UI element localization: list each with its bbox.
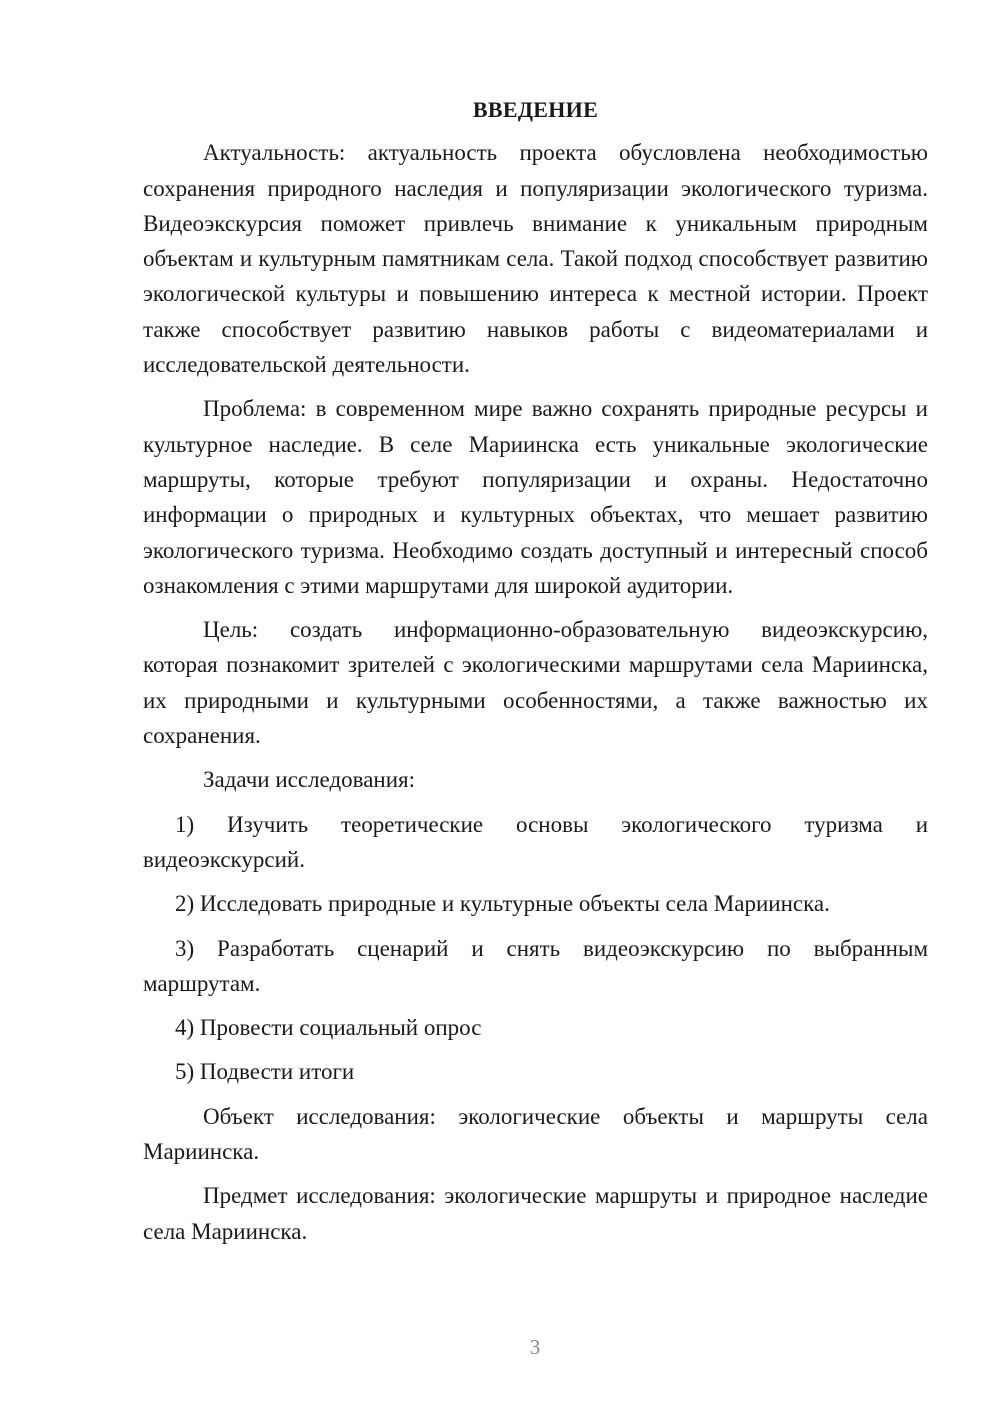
task-item-3: 3) Разработать сценарий и снять видеоэкскурсию по выбранным маршрутам. <box>143 935 928 996</box>
page-body <box>143 92 928 1258</box>
task-item-4: 4) Провести социальный опрос <box>175 1015 482 1041</box>
task-item-5: 5) Подвести итоги <box>175 1059 355 1085</box>
task-item-2: 2) Исследовать природные и культурные объекты села Мариинска. <box>175 891 830 917</box>
relevance-paragraph: Актуальность: актуальность проекта обусловлена необходимостью сохранения природного наследия и популяризации экологического туризма. Видеоэкскурсия поможет привлечь внимание к уникальным природным объектам и культурным памятникам села. Такой подход способствует развитию экологической культуры и повышению интереса к местной истории. Проект также способствует развитию навыков работы с видеоматериалами и исследовательской деятельности. <box>143 140 928 378</box>
subject-paragraph: Предмет исследования: экологические маршруты и природное наследие села Мариинска. <box>143 1183 928 1244</box>
tasks-title: Задачи исследования: <box>203 767 416 793</box>
object-paragraph: Объект исследования: экологические объекты и маршруты села Мариинска. <box>143 1103 928 1165</box>
problem-paragraph: Проблема: в современном мире важно сохранять природные ресурсы и культурное наследие. В селе Мариинска есть уникальные экологические маршруты, которые требуют популяризации и охраны. Недостаточно информации о природных и культурных объектах, что мешает развитию экологического туризма. Необходимо создать доступный и интересный способ ознакомления с этими маршрутами для широкой аудитории. <box>143 396 928 598</box>
task-item-1: 1) Изучить теоретические основы экологического туризма и видеоэкскурсий. <box>143 811 928 872</box>
section-heading: ВВЕДЕНИЕ <box>472 97 599 122</box>
goal-paragraph: Цель: создать информационно-образовательную видеоэкскурсию, которая познакомит зрителей с экологическими маршрутами села Мариинска, их природными и культурными особенностями, а также важностью их сохранения. <box>143 617 928 749</box>
page-number: 3 <box>529 1335 541 1359</box>
